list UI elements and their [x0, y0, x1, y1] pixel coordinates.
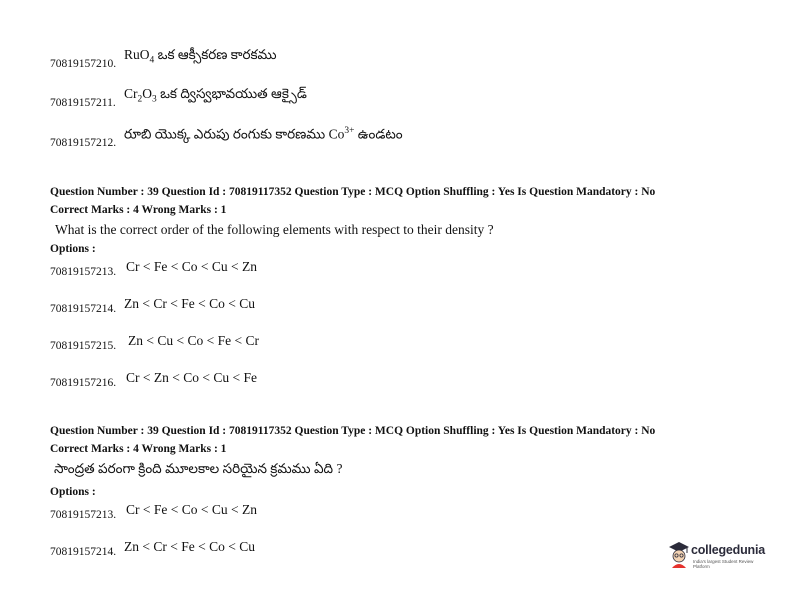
question-text: What is the correct order of the following elements with respect to their density ?	[55, 222, 494, 237]
option-id: 70819157211.	[50, 97, 116, 109]
option-id: 70819157213.	[50, 509, 117, 521]
question-marks: Correct Marks : 4 Wrong Marks : 1	[50, 204, 227, 216]
brand-name: collegedunia	[691, 543, 766, 557]
option-text: Cr < Fe < Co < Cu < Zn	[126, 502, 257, 517]
collegedunia-watermark	[667, 541, 767, 569]
option-id: 70819157212.	[50, 137, 117, 149]
question-marks: Correct Marks : 4 Wrong Marks : 1	[50, 443, 227, 455]
option-text: Cr < Zn < Co < Cu < Fe	[126, 370, 257, 385]
question-meta: Question Number : 39 Question Id : 70819117352 Question Type : MCQ Option Shuffling : Yes Is Question Mandatory : No	[50, 186, 656, 198]
option-id: 70819157213.	[50, 266, 117, 278]
option-text: $Cr_2O_3$ ఒక ద్విస్వభావయుత ఆక్సైడ్	[124, 86, 307, 105]
option-id: 70819157215.	[50, 340, 117, 352]
options-label: Options :	[50, 243, 96, 255]
option-text: RuO$_4$ ఒక ఆక్సీకరణ కారకము	[124, 47, 277, 66]
option-text: Zn < Cr < Fe < Co < Cu	[124, 539, 255, 554]
option-id: 70819157216.	[50, 377, 117, 389]
option-text: రూబి యొక్క ఎరుపు రంగుకు కారణము $Co^{3+}$ ఉండటం	[124, 126, 403, 142]
question-text: సాంద్రత పరంగా క్రింది మూలకాల సరియైన క్రమము ఏది ?	[54, 461, 343, 476]
option-id: 70819157214.	[50, 303, 117, 315]
brand-tagline: India's largest Student Review Platform	[693, 559, 754, 569]
option-text: Cr < Fe < Co < Cu < Zn	[126, 259, 257, 274]
graduate-mascot-icon	[667, 541, 691, 569]
option-text: Zn < Cr < Fe < Co < Cu	[124, 296, 255, 311]
option-id: 70819157210.	[50, 58, 117, 70]
option-text: Zn < Cu < Co < Fe < Cr	[128, 333, 259, 348]
option-id: 70819157214.	[50, 546, 117, 558]
options-label: Options :	[50, 486, 96, 498]
question-meta: Question Number : 39 Question Id : 70819117352 Question Type : MCQ Option Shuffling : Yes Is Question Mandatory : No	[50, 425, 656, 437]
